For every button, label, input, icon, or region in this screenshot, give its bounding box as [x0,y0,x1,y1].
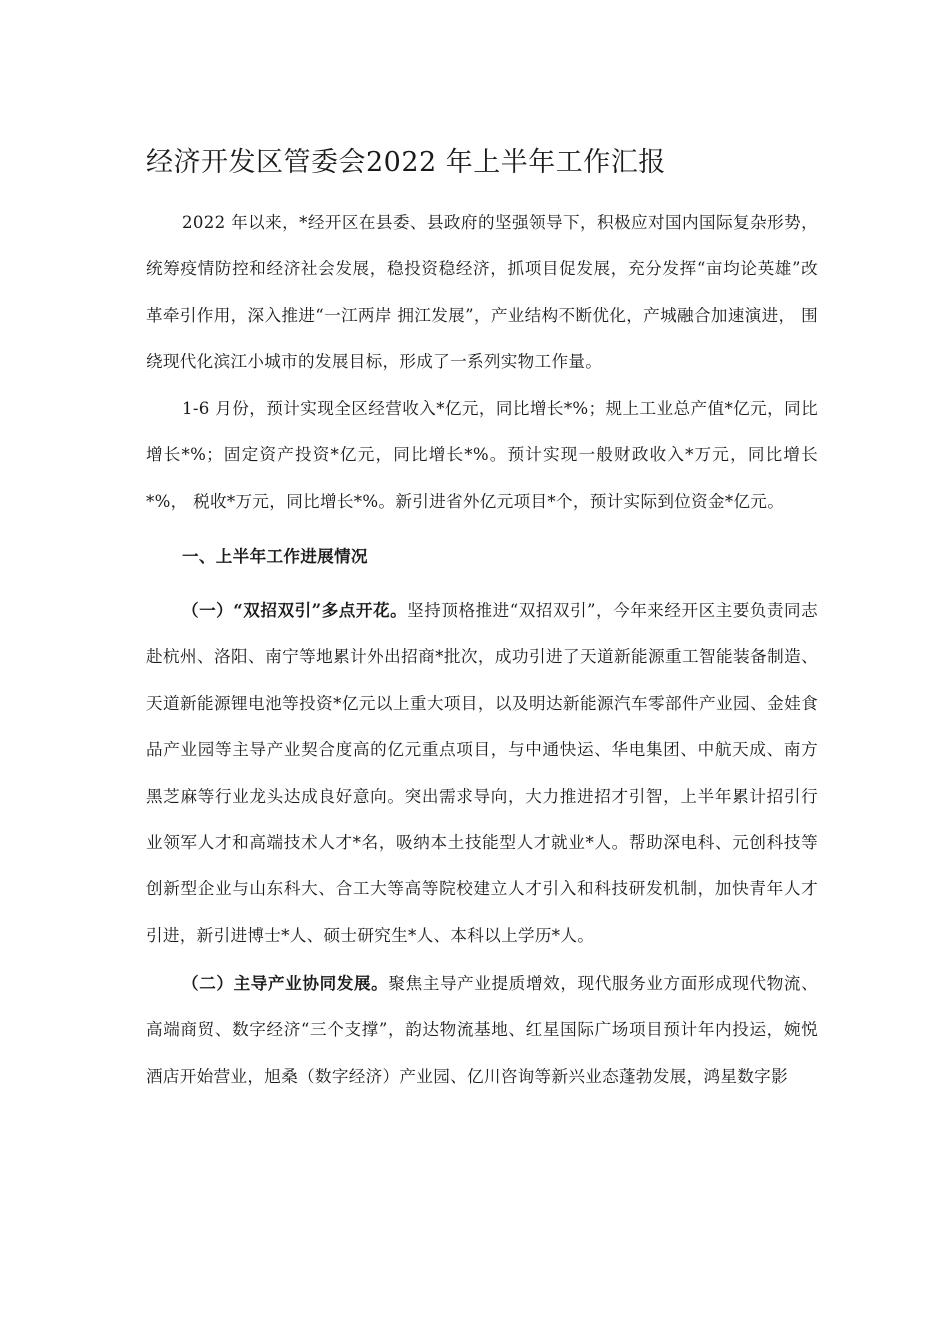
intro-paragraph: 2022 年以来，*经开区在县委、县政府的坚强领导下，积极应对国内国际复杂形势，统筹疫情防控和经济社会发展，稳投资稳经济，抓项目促发展，充分发挥“亩均论英雄”改革牵引作用，深入推进“一江两岸 拥江发展”，产业结构不断优化，产城融合加速演进， 围绕现代化滨江小城市的发展目标，形成了一系列实物工作量。 [146,213,818,372]
subsection-heading-1: （一）“双招双引”多点开花。 [182,600,408,620]
document-title: 经济开发区管委会2022 年上半年工作汇报 [146,147,666,178]
subsection-heading-2: （二）主导产业协同发展。 [182,973,389,993]
subsection-body-2: 聚焦主导产业提质增效，现代服务业方面形成现代物流、高端商贸、数字经济“三个支撑”，韵达物流基地、红星国际广场项目预计年内投运，婉悦酒店开始营业，旭桑（数字经济）产业园、亿川咨询等新兴业态蓬勃发展，鸿星数字影 [146,974,818,1086]
section-heading: 一、上半年工作进展情况 [182,546,368,566]
subsection-paragraph-1 [146,587,818,959]
subsection-body-1: 坚持顶格推进“双招双引”，今年来经开区主要负责同志赴杭州、洛阳、南宁等地累计外出招商*批次，成功引进了天道新能源重工智能装备制造、天道新能源锂电池等投资*亿元以上重大项目，以及明达新能源汽车零部件产业园、金娃食品产业园等主导产业契合度高的亿元重点项目，与中通快运、华电集团、中航天成、南方黑芝麻等行业龙头达成良好意向。突出需求导向，大力推进招才引智，上半年累计招引行业领军人才和高端技术人才*名，吸纳本土技能型人才就业*人。帮助深电科、元创科技等创新型企业与山东科大、合工大等高等院校建立人才引入和科技研发机制，加快青年人才引进，新引进博士*人、硕士研究生*人、本科以上学历*人。 [146,601,819,945]
subsection-paragraph-2 [146,960,818,1100]
summary-paragraph: 1-6 月份，预计实现全区经营收入*亿元，同比增长*%；规上工业总产值*亿元，同比增长*%；固定资产投资*亿元，同比增长*%。预计实现一般财政收入*万元，同比增长*%， 税收*万元，同比增长*%。新引进省外亿元项目*个，预计实际到位资金*亿元。 [146,399,818,511]
